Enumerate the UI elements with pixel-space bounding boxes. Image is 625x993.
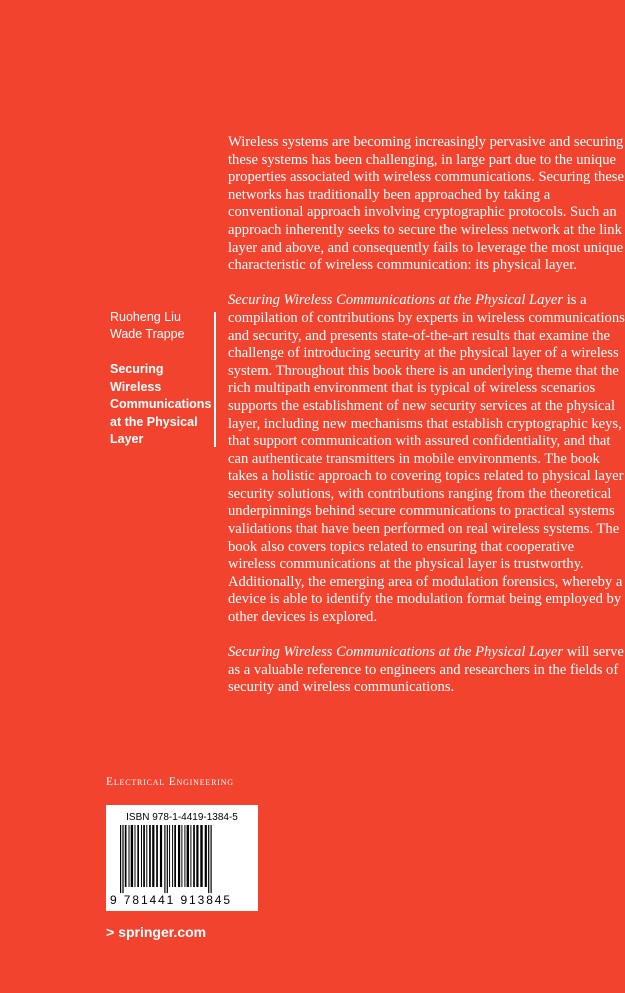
barcode-bar [193, 825, 195, 887]
book-title-line: Communications [110, 397, 212, 411]
author-name: Wade Trappe [110, 327, 185, 341]
barcode-bar [200, 825, 202, 887]
barcode-bar [120, 825, 121, 893]
book-title-line: Securing [110, 362, 164, 376]
publisher-website[interactable] [106, 924, 206, 940]
author-name: Ruoheng Liu [110, 310, 181, 324]
barcode-bar [131, 825, 133, 887]
barcode-bar [129, 825, 130, 887]
barcode-bar [208, 825, 209, 893]
barcode-bar [164, 825, 165, 893]
barcode-bar [190, 825, 191, 887]
book-title [110, 361, 215, 449]
barcode-bar [135, 825, 136, 887]
barcode-bar [143, 825, 145, 887]
barcode-bar [141, 825, 142, 887]
barcode-bar [122, 825, 123, 893]
barcode-bar [149, 825, 151, 887]
arrow-icon: > [106, 924, 115, 940]
barcode-bar [181, 825, 182, 887]
barcode-bar [211, 825, 212, 893]
blurb-italic-title: Securing Wireless Communications at the Physical Layer [228, 292, 564, 309]
series-label: Electrical Engineering [106, 776, 234, 788]
barcode-bar [178, 825, 180, 887]
book-title-line: at the Physical [110, 414, 198, 429]
barcode-bar [205, 825, 207, 887]
blurb-paragraph-text: will serve as a valuable reference to engineers and researchers in the fields of security and wireless communications. [228, 644, 624, 696]
barcode-bar [169, 825, 170, 887]
isbn-number: ISBN 978-1-4419-1384-5 [126, 812, 238, 823]
barcode-bar [196, 825, 198, 887]
barcode-bar [172, 825, 173, 887]
barcode-bar [137, 825, 139, 887]
barcode-bar [174, 825, 176, 887]
book-title-line: Layer [110, 432, 144, 446]
barcode-bar [187, 825, 189, 887]
website-link-text: springer.com [118, 924, 207, 940]
barcode-bars [106, 825, 258, 897]
back-cover-blurb [228, 134, 625, 715]
author-list [110, 309, 210, 343]
barcode-bar [152, 825, 154, 887]
isbn-barcode [106, 805, 258, 911]
barcode-bar [125, 825, 127, 887]
book-title-line: Wireless [110, 379, 162, 394]
barcode-bar [146, 825, 147, 887]
blurb-paragraph-1: Wireless systems are becoming increasingly pervasive and securing these systems has been challenging, in large part due to the unique properties associated with wireless communications. Securing these networks has traditionally been approached by taking a conventional approach involving cryptographic protocols. Such an approach inherently seeks to secure the wireless network at the link layer and above, and consequently fails to leverage the most unique characteristic of wireless communication: its physical layer. [228, 134, 624, 274]
blurb-paragraph-2 [228, 292, 625, 626]
barcode-bar [167, 825, 168, 893]
barcode-bar [184, 825, 185, 887]
blurb-paragraph-text: is a compilation of contributions by experts in wireless communications and security, and presents state-of-the-art results that examine the challenge of introducing security at the physical layer of a wireless system. Throughout this book there is an underlying theme that the rich multipath environment that is typical of wireless scenarios supports the establishment of new security services at the physical layer, including new mechanisms that establish cryptographic keys, that support communication with assured confidentiality, and that can authenticate transmitters in mobile environments. The book takes a holistic approach to covering topics related to physical layer security solutions, with contributions ranging from the theoretical underpinnings behind secure communications to practical systems validations that have been performed on real wireless systems. The book also covers topics related to ensuring that cooperative wireless communications at the physical layer is trustworthy. Additionally, the emerging area of modulation forensics, whereby a device is able to identify the modulation format being employed by other devices is explored. [228, 292, 625, 626]
barcode-bar [160, 825, 162, 887]
vertical-divider [214, 312, 216, 447]
barcode-bar [156, 825, 158, 887]
blurb-italic-title: Securing Wireless Communications at the Physical Layer [228, 644, 564, 661]
ean-digits: 9 781441 913845 [110, 893, 232, 907]
blurb-paragraph-3 [228, 644, 625, 697]
